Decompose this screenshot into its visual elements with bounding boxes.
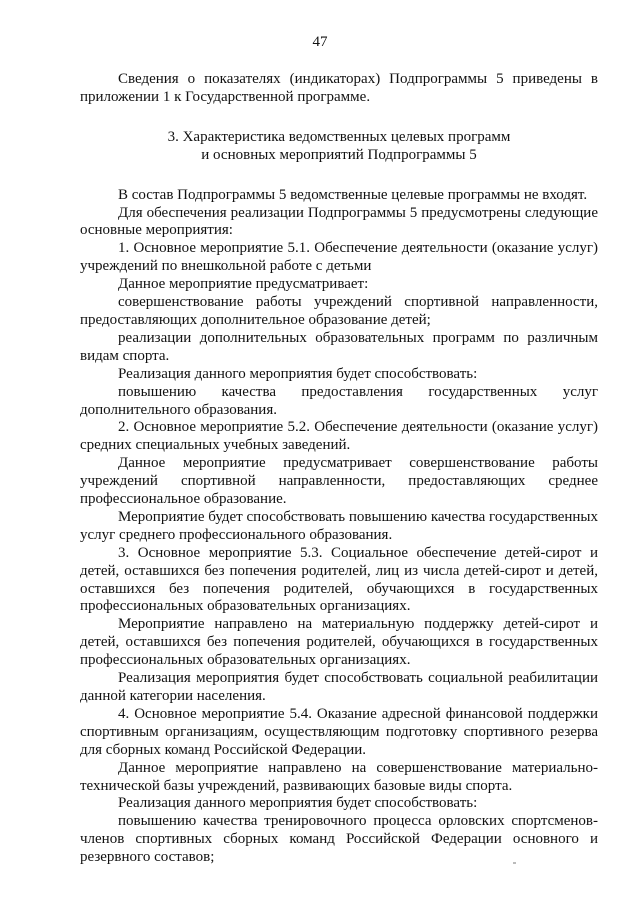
paragraph: Данное мероприятие предусматривает совершенствование работы учреждений спортивной направленности, предоставляющих среднее профессиональное образование. (80, 455, 598, 508)
section-heading-line-1: 3. Характеристика ведомственных целевых программ (167, 128, 511, 145)
page-number: 47 (312, 34, 328, 50)
paragraph: Реализация данного мероприятия будет способствовать: (118, 365, 478, 382)
paragraph: 4. Основное мероприятие 5.4. Оказание адресной финансовой поддержки спортивным организациям, осуществляющим подготовку спортивного резерва для сборных команд Российской Федерации. (80, 705, 598, 758)
paragraph: Данное мероприятие направлено на совершенствование материально-технической базы учреждений, развивающих базовые виды спорта. (80, 759, 598, 794)
paragraph: Мероприятие будет способствовать повышению качества государственных услуг среднего профессионального образования. (80, 508, 598, 543)
section-heading-line-2: и основных мероприятий Подпрограммы 5 (201, 146, 477, 163)
paragraph: В состав Подпрограммы 5 ведомственные целевые программы не входят. (118, 186, 588, 203)
scan-mark (513, 862, 516, 864)
paragraph: Реализация мероприятия будет способствовать социальной реабилитации данной категории населения. (80, 670, 598, 704)
paragraph: 1. Основное мероприятие 5.1. Обеспечение деятельности (оказание услуг) учреждений по внешкольной работе с детьми (80, 240, 598, 275)
paragraph: Реализация данного мероприятия будет способствовать: (118, 795, 478, 812)
paragraph: совершенствование работы учреждений спортивной направленности, предоставляющих дополнительное образование детей; (80, 294, 598, 328)
paragraph: реализации дополнительных образовательных программ по различным видам спорта. (80, 329, 598, 364)
paragraph-indicators: Сведения о показателях (индикаторах) Подпрограммы 5 приведены в приложении 1 к Государственной программе. (80, 71, 598, 105)
paragraph: повышению качества тренировочного процесса орловских спортсменов-членов спортивных сборных команд Российской Федерации основного и резервного составов; (80, 813, 598, 866)
paragraph: Для обеспечения реализации Подпрограммы 5 предусмотрены следующие основные мероприятия: (80, 204, 598, 239)
paragraph: повышению качества предоставления государственных услуг дополнительного образования. (80, 383, 598, 418)
paragraph: 3. Основное мероприятие 5.3. Социальное обеспечение детей-сирот и детей, оставшихся без попечения родителей, лиц из числа детей-сирот и детей, оставшихся без попечения родителей, обучающихся в государственных профессиональных образовательных организациях. (80, 544, 598, 615)
document-body (80, 71, 598, 867)
section-heading (80, 129, 598, 165)
paragraph: Мероприятие направлено на материальную поддержку детей-сирот и детей, оставшихся без попечения родителей, обучающихся в государственных профессиональных образовательных организациях. (80, 616, 598, 669)
paragraph: 2. Основное мероприятие 5.2. Обеспечение деятельности (оказание услуг) средних специальных учебных заведений. (80, 419, 598, 454)
paragraph: Данное мероприятие предусматривает: (118, 276, 369, 293)
